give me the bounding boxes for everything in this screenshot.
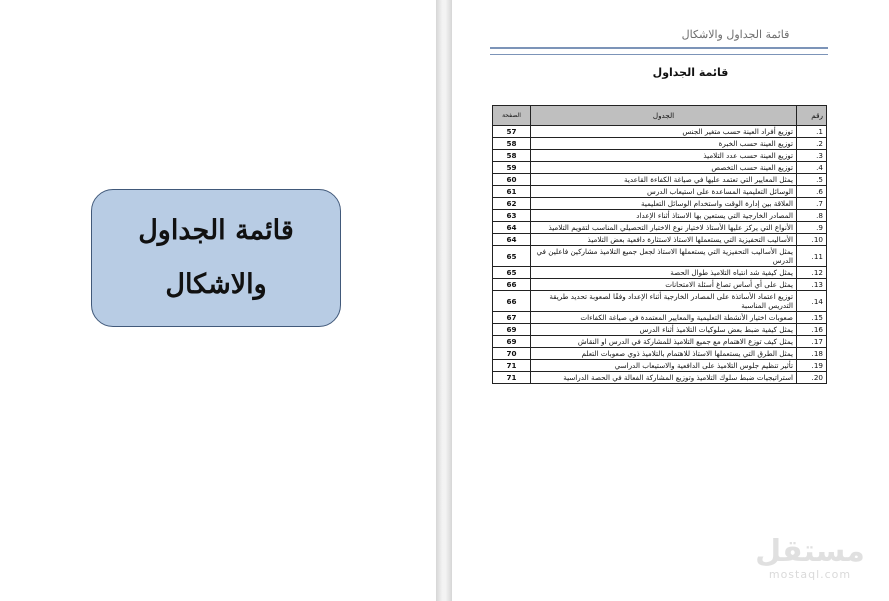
row-page: 69 bbox=[493, 324, 531, 336]
table-row bbox=[493, 267, 827, 279]
row-number: 3. bbox=[797, 150, 827, 162]
table-row bbox=[493, 126, 827, 138]
row-number: 14. bbox=[797, 291, 827, 312]
row-title: توزيع اعتماد الأساتذة على المصادر الخارجية أثناء الإعداد وفقًا لصعوبة تحديد طريقة التدريس المناسبة bbox=[531, 291, 797, 312]
watermark bbox=[755, 535, 865, 581]
table-row bbox=[493, 312, 827, 324]
row-number: 7. bbox=[797, 198, 827, 210]
page-gutter bbox=[436, 0, 452, 601]
table-row bbox=[493, 291, 827, 312]
row-page: 71 bbox=[493, 360, 531, 372]
running-header: قائمة الجداول والاشكال bbox=[681, 28, 790, 41]
watermark-logo: مستقل bbox=[755, 534, 865, 569]
row-page: 65 bbox=[493, 267, 531, 279]
row-page: 59 bbox=[493, 162, 531, 174]
row-number: 18. bbox=[797, 348, 827, 360]
row-title: يمثل على أي أساس تصاغ أسئلة الامتحانات bbox=[531, 279, 797, 291]
header-page: الصفحة bbox=[493, 106, 531, 126]
row-number: 10. bbox=[797, 234, 827, 246]
row-page: 65 bbox=[493, 246, 531, 267]
header-number: رقم bbox=[797, 106, 827, 126]
table-row bbox=[493, 162, 827, 174]
row-number: 13. bbox=[797, 279, 827, 291]
row-title: الأساليب التحفيزية التي يستعملها الاستاذ لاستثارة دافعية بعض التلاميذ bbox=[531, 234, 797, 246]
row-page: 61 bbox=[493, 186, 531, 198]
section-title-box bbox=[91, 189, 341, 327]
table-row bbox=[493, 336, 827, 348]
row-title: يمثل المعايير التي تعتمد عليها في صياغة الكفاءة القاعدية bbox=[531, 174, 797, 186]
row-number: 19. bbox=[797, 360, 827, 372]
row-title: يمثل كيفية شد انتباه التلاميذ طوال الحصة bbox=[531, 267, 797, 279]
row-number: 9. bbox=[797, 222, 827, 234]
table-row bbox=[493, 222, 827, 234]
table-row bbox=[493, 150, 827, 162]
row-number: 20. bbox=[797, 372, 827, 384]
table-header-row bbox=[493, 106, 827, 126]
row-number: 8. bbox=[797, 210, 827, 222]
row-page: 57 bbox=[493, 126, 531, 138]
table-row bbox=[493, 279, 827, 291]
table-row bbox=[493, 324, 827, 336]
row-title: توزيع أفراد العينة حسب متغير الجنس bbox=[531, 126, 797, 138]
table-row bbox=[493, 372, 827, 384]
row-number: 16. bbox=[797, 324, 827, 336]
row-title: يمثل الأساليب التحفيزية التي يستعملها الاستاذ لجعل جميع التلاميذ مشاركين فاعلين في الدرس bbox=[531, 246, 797, 267]
row-page: 67 bbox=[493, 312, 531, 324]
section-title-line2: والاشكال bbox=[165, 269, 267, 300]
row-title: يمثل كيفية ضبط بعض سلوكيات التلاميذ أثناء الدرس bbox=[531, 324, 797, 336]
row-number: 1. bbox=[797, 126, 827, 138]
table-body bbox=[493, 126, 827, 384]
row-page: 64 bbox=[493, 234, 531, 246]
table-row bbox=[493, 234, 827, 246]
section-title-line1: قائمة الجداول bbox=[138, 215, 294, 246]
row-title: المصادر الخارجية التي يستعين بها الاستاذ أثناء الإعداد bbox=[531, 210, 797, 222]
row-number: 12. bbox=[797, 267, 827, 279]
row-page: 64 bbox=[493, 222, 531, 234]
right-page bbox=[452, 0, 889, 601]
row-number: 5. bbox=[797, 174, 827, 186]
table-row bbox=[493, 186, 827, 198]
row-number: 2. bbox=[797, 138, 827, 150]
row-page: 62 bbox=[493, 198, 531, 210]
table-row bbox=[493, 210, 827, 222]
row-title: يمثل الطرق التي يستعملها الاستاذ للاهتمام بالتلاميذ ذوي صعوبات التعلم bbox=[531, 348, 797, 360]
row-title: استراتيجيات ضبط سلوك التلاميذ وتوزيع المشاركة الفعالة في الحصة الدراسية bbox=[531, 372, 797, 384]
row-number: 15. bbox=[797, 312, 827, 324]
row-title: الأنواع التي يركز عليها الأستاذ لاختيار نوع الاختبار التحصيلي المناسب لتقويم التلاميذ bbox=[531, 222, 797, 234]
row-number: 17. bbox=[797, 336, 827, 348]
row-title: يمثل كيف توزع الاهتمام مع جميع التلاميذ للمشاركة في الدرس او النقاش bbox=[531, 336, 797, 348]
list-title: قائمة الجداول bbox=[652, 66, 729, 79]
table-row bbox=[493, 348, 827, 360]
row-page: 71 bbox=[493, 372, 531, 384]
row-title: توزيع العينة حسب التخصص bbox=[531, 162, 797, 174]
row-title: توزيع العينة حسب عدد التلاميذ bbox=[531, 150, 797, 162]
row-page: 60 bbox=[493, 174, 531, 186]
row-title: تأثير تنظيم جلوس التلاميذ على الدافعية والاستيعاب الدراسي bbox=[531, 360, 797, 372]
row-page: 66 bbox=[493, 291, 531, 312]
row-title: الوسائل التعليمية المساعدة على استيعاب الدرس bbox=[531, 186, 797, 198]
tables-list bbox=[492, 105, 827, 384]
row-number: 11. bbox=[797, 246, 827, 267]
row-page: 58 bbox=[493, 150, 531, 162]
header-rule bbox=[490, 47, 828, 55]
row-page: 58 bbox=[493, 138, 531, 150]
row-page: 69 bbox=[493, 336, 531, 348]
row-number: 4. bbox=[797, 162, 827, 174]
row-title: العلاقة بين إدارة الوقت واستخدام الوسائل التعليمية bbox=[531, 198, 797, 210]
row-page: 66 bbox=[493, 279, 531, 291]
left-page bbox=[0, 0, 436, 601]
row-number: 6. bbox=[797, 186, 827, 198]
watermark-url: mostaql.com bbox=[768, 568, 852, 581]
row-page: 70 bbox=[493, 348, 531, 360]
table-row bbox=[493, 198, 827, 210]
table-row bbox=[493, 174, 827, 186]
row-title: صعوبات اختيار الأنشطة التعليمية والمعايير المعتمدة في صياغة الكفاءات bbox=[531, 312, 797, 324]
row-page: 63 bbox=[493, 210, 531, 222]
table-row bbox=[493, 360, 827, 372]
table-row bbox=[493, 138, 827, 150]
header-title: الجدول bbox=[531, 106, 797, 126]
row-title: توزيع العينة حسب الخبرة bbox=[531, 138, 797, 150]
table-row bbox=[493, 246, 827, 267]
